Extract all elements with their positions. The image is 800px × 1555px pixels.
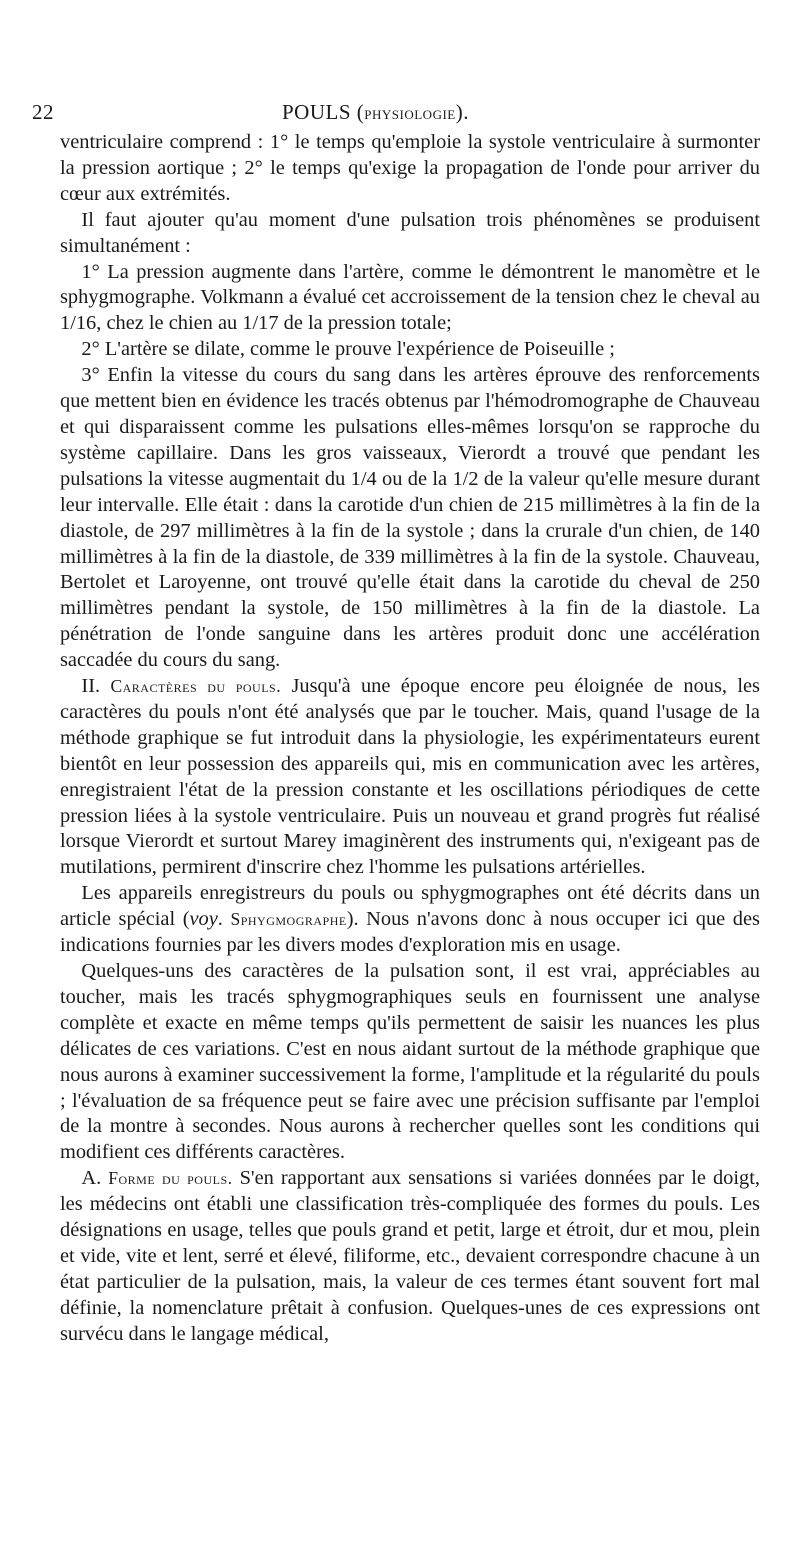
paragraph-dilatation: 2° L'artère se dilate, comme le prouve l'expérience de Poiseuille ; xyxy=(81,338,615,361)
section-a-heading: Forme du pouls. xyxy=(108,1168,233,1189)
page-number: 22 xyxy=(32,100,54,124)
paragraph-quelques: Quelques-uns des caractères de la pulsation sont, il est vrai, appréciables au toucher, mais les tracés sphygmographiques seuls en fournissent une analyse complète et exacte en même temps qu'ils permettent de saisir les nuances les plus délicates de ces variations. C'est en nous aidant surtout de la méthode graphique que nous aurons à examiner successivement la forme, l'amplitude et la régularité du pouls ; l'évaluation de sa fréquence peut se faire avec une précision suffisante par l'emploi de la montre à secondes. Nous aurons à rechercher quelles sont les conditions qui modifient ces différents caractères. xyxy=(60,960,760,1164)
paragraph-phenomenes: Il faut ajouter qu'au moment d'une pulsation trois phénomènes se produisent simultanément : xyxy=(60,208,760,257)
book-page xyxy=(32,96,760,1348)
section-a-label: A. xyxy=(81,1167,102,1190)
running-title-subject: physiologie xyxy=(364,103,456,123)
section-ii-paragraph xyxy=(60,674,760,881)
appareils-text-after: ). Nous n'avons donc à nous occuper ici que des indications fournies par les divers modes d'exploration mis en usage. xyxy=(60,908,760,957)
voy-dot: . xyxy=(217,908,231,931)
paragraph-vitesse: 3° Enfin la vitesse du cours du sang dans les artères éprouve des renforcements que mettent bien en évidence les tracés obtenus par l'hémodromographe de Chauveau et qui disparaissent comme les pulsations elles-mêmes lorsqu'on se rapproche du système capillaire. Dans les gros vaisseaux, Vierordt a trouvé que pendant les pulsations la vitesse augmentait du 1/4 ou de la 1/2 de la valeur qu'elle mesure durant leur intervalle. Elle était : dans la carotide d'un chien de 215 millimètres à la fin de la diastole, de 297 millimètres à la fin de la systole ; dans la crurale d'un chien, de 140 millimètres à la fin de la diastole, de 339 millimètres à la fin de la systole. Chauveau, Bertolet et Laroyenne, ont trouvé qu'elle était dans la carotide du cheval de 250 millimètres pendant la systole, de 150 millimètres à la fin de la diastole. La pénétration de l'onde sanguine dans les artères produit donc une accélération saccadée du cours du sang. xyxy=(60,364,760,672)
paragraph-pression: 1° La pression augmente dans l'artère, comme le démontrent le manomètre et le sphygmographe. Volkmann a évalué cet accroissement de la tension chez le cheval au 1/16, chez le chien au 1/17 de la pression totale; xyxy=(60,260,760,335)
running-title xyxy=(282,100,469,125)
section-a-paragraph xyxy=(60,1166,760,1347)
voy-abbreviation: voy xyxy=(189,908,218,931)
running-title-main: POULS xyxy=(282,100,352,124)
running-header xyxy=(32,96,760,130)
running-title-paren-close: ). xyxy=(455,100,469,124)
cross-reference-sphygmographe: Sphygmographe xyxy=(230,909,347,930)
paragraph-appareils xyxy=(60,881,760,959)
running-title-paren-open: ( xyxy=(356,100,365,124)
paragraph-continuation: ventriculaire comprend : 1° le temps qu'emploie la systole ventriculaire à surmonter la pression aortique ; 2° le temps qu'exige la propagation de l'onde pour arriver du cœur aux extrémités. xyxy=(60,131,760,205)
body-text xyxy=(60,130,760,1348)
section-ii-heading: Caractères du pouls. xyxy=(110,676,282,697)
section-a-text: S'en rapportant aux sensations si variées données par le doigt, les médecins ont établi une classification très-compliquée des formes du pouls. Les désignations en usage, telles que pouls grand et petit, large et étroit, dur et mou, plein et vide, vite et lent, serré et élevé, filiforme, etc., devaient correspondre chacune à un état particulier de la pulsation, mais, la valeur de ces termes étant souvent fort mal définie, la nomenclature prêtait à confusion. Quelques-unes de ces expressions ont survécu dans le langage médical, xyxy=(60,1167,760,1345)
appareils-text-before: Les appareils enregistreurs du pouls ou sphygmographes ont été décrits dans un article spécial ( xyxy=(60,882,760,931)
section-ii-text: Jusqu'à une époque encore peu éloignée de nous, les caractères du pouls n'ont été analysés que par le toucher. Mais, quand l'usage de la méthode graphique se fut introduit dans la physiologie, les expérimentateurs eurent bientôt en leur possession des appareils qui, mis en communication avec les artères, enregistraient l'état de la pression constante et les oscillations périodiques de cette pression liées à la systole ventriculaire. Puis un nouveau et grand progrès fut réalisé lorsque Vierordt et surtout Marey imaginèrent des instruments qui, n'exigeant pas de mutilations, permirent d'inscrire chez l'homme les pulsations artérielles. xyxy=(60,675,760,879)
section-ii-label: II. xyxy=(81,675,101,698)
